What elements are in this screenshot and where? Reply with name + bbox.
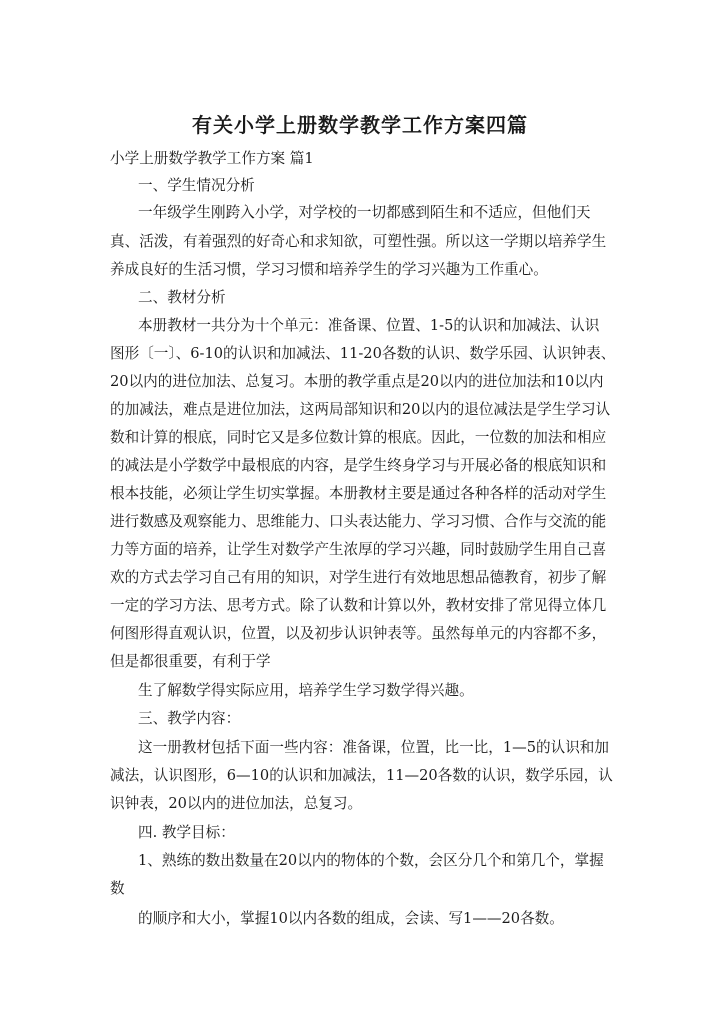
plan-subtitle: 小学上册数学教学工作方案 篇1 xyxy=(110,150,314,167)
paragraph-line: 真、活泼，有着强烈的好奇心和求知欲，可塑性强。所以这一学期以培养学生 xyxy=(110,233,607,250)
paragraph-line: 1、熟练的数出数量在20以内的物体的个数，会区分几个和第几个，掌握 xyxy=(138,852,604,869)
section-heading-teaching-goals: 四. 教学目标： xyxy=(138,824,235,841)
paragraph-line: 识钟表，20以内的进位加法，总复习。 xyxy=(110,795,363,812)
paragraph-line: 的减法是小学数学中最根底的内容，是学生终身学习与开展必备的根底知识和 xyxy=(110,457,607,474)
section-heading-teaching-content: 三、教学内容： xyxy=(138,710,241,727)
paragraph-line: 一年级学生刚跨入小学，对学校的一切都感到陌生和不适应，但他们天 xyxy=(138,204,591,221)
paragraph-line: 何图形得直观认识，位置，以及初步认识钟表等。虽然每单元的内容都不多， xyxy=(110,625,607,642)
paragraph-line: 根本技能，必须让学生切实掌握。本册教材主要是通过各种各样的活动对学生 xyxy=(110,485,607,502)
paragraph-line: 力等方面的培养，让学生对数学产生浓厚的学习兴趣，同时鼓励学生用自己喜 xyxy=(110,541,607,558)
paragraph-line: 生了解数学得实际应用，培养学生学习数学得兴趣。 xyxy=(138,682,474,699)
paragraph-line: 的加减法，难点是进位加法，这两局部知识和20以内的退位减法是学生学习认 xyxy=(110,401,611,418)
paragraph-line: 养成良好的生活习惯，学习习惯和培养学生的学习兴趣为工作重心。 xyxy=(110,261,548,278)
paragraph-line: 数 xyxy=(110,880,125,897)
section-heading-student-analysis: 一、学生情况分析 xyxy=(138,177,255,194)
paragraph-line: 但是都很重要，有利于学 xyxy=(110,653,271,670)
paragraph-line: 欢的方式去学习自己有用的知识，对学生进行有效地思想品德教育，初步了解 xyxy=(110,569,607,586)
paragraph-line: 减法，认识图形，6—10的认识和加减法，11—20各数的认识，数学乐园，认 xyxy=(110,767,613,784)
paragraph-line: 这一册教材包括下面一些内容：准备课，位置，比一比，1—5的认识和加 xyxy=(138,739,609,756)
paragraph-line: 进行数感及观察能力、思维能力、口头表达能力、学习习惯、合作与交流的能 xyxy=(110,513,607,530)
paragraph-line: 本册教材一共分为十个单元：准备课、位置、1-5的认识和加减法、认识 xyxy=(138,317,600,334)
paragraph-line: 20以内的进位加法、总复习。本册的教学重点是20以内的进位加法和10以内 xyxy=(110,373,604,390)
document-title: 有关小学上册数学教学工作方案四篇 xyxy=(192,113,528,137)
paragraph-line: 图形〔一〕、6-10的认识和加减法、11-20各数的认识、数学乐园、认识钟表、 xyxy=(110,345,616,362)
paragraph-line: 的顺序和大小，掌握10以内各数的组成，会读、写1——20各数。 xyxy=(138,910,564,927)
paragraph-line: 一定的学习方法、思考方式。除了认数和计算以外，教材安排了常见得立体几 xyxy=(110,597,607,614)
paragraph-line: 数和计算的根底，同时它又是多位数计算的根底。因此，一位数的加法和相应 xyxy=(110,429,607,446)
section-heading-textbook-analysis: 二、教材分析 xyxy=(138,289,226,306)
